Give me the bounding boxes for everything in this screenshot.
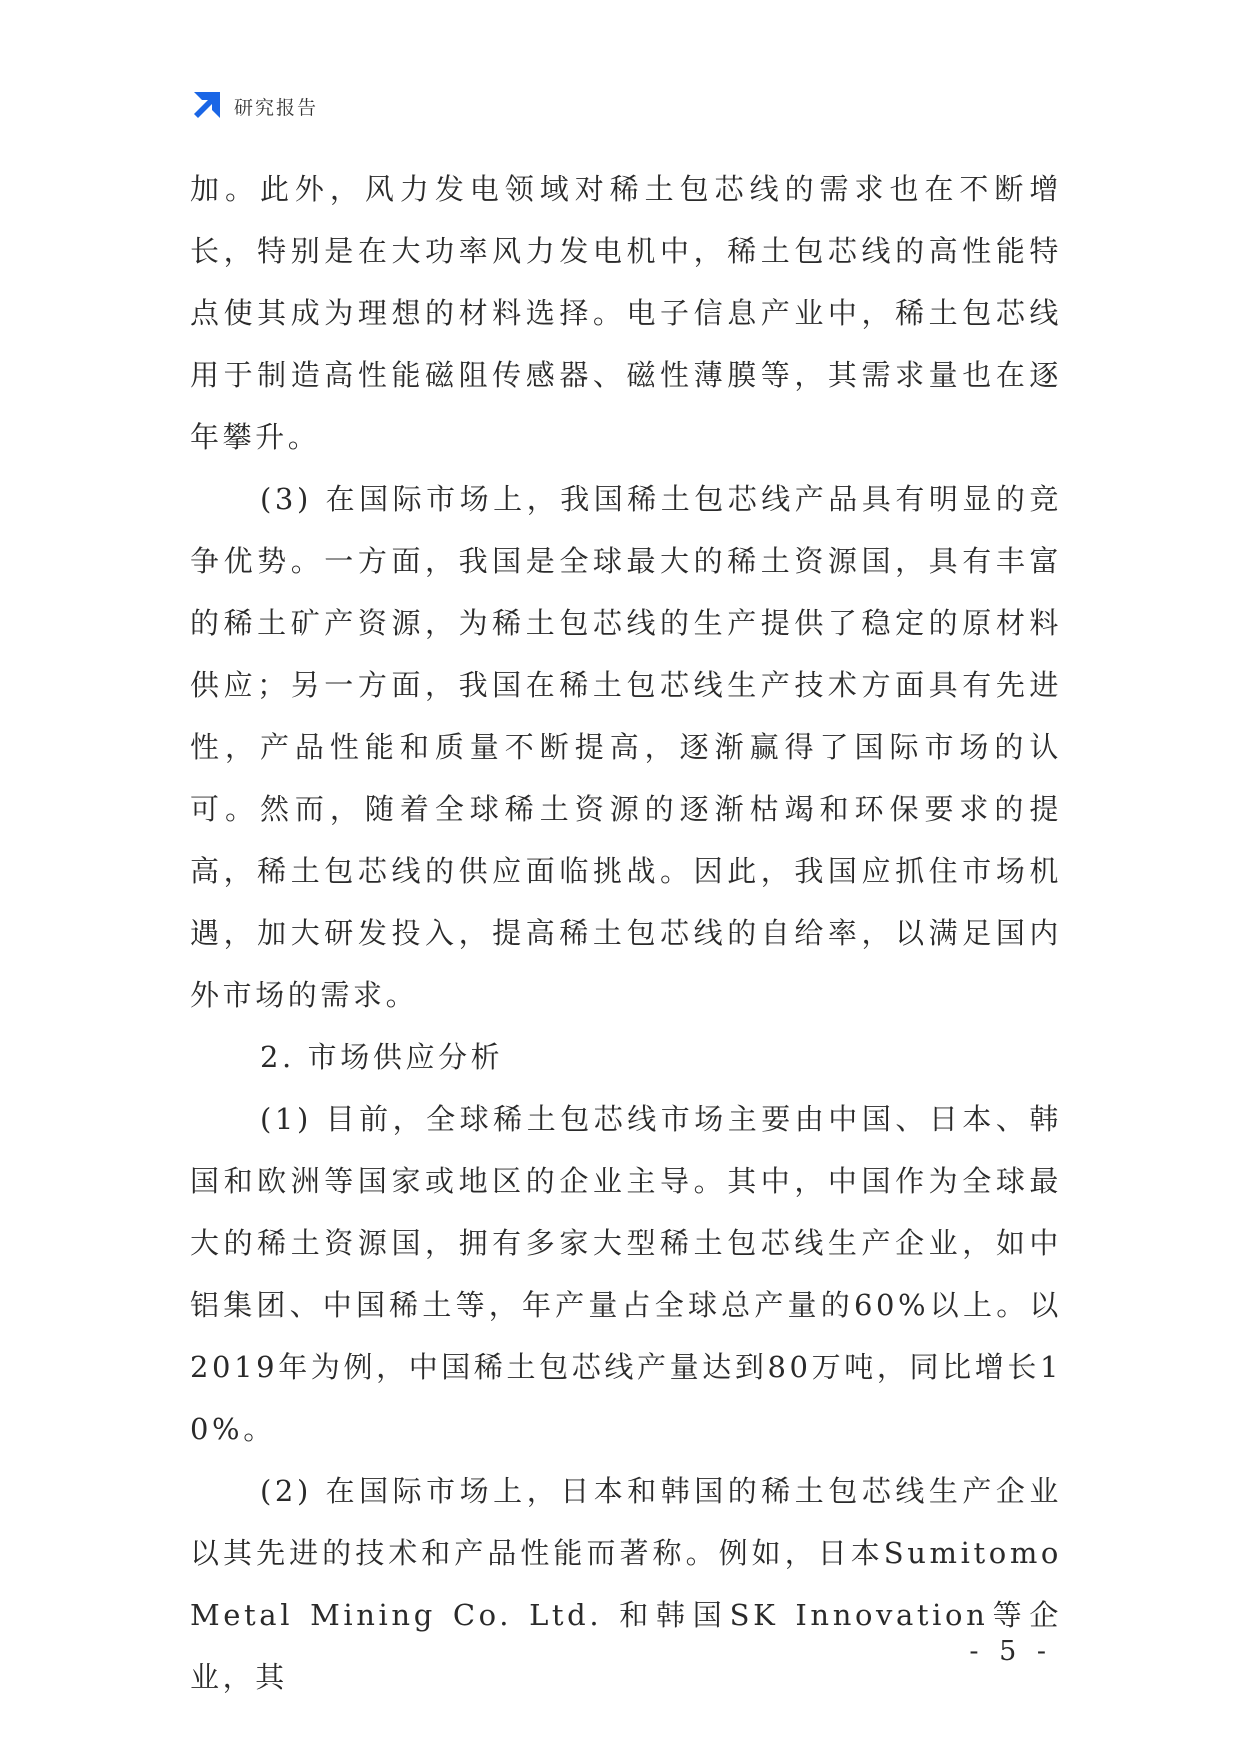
paragraph-1: (1) 目前，全球稀土包芯线市场主要由中国、日本、韩国和欧洲等国家或地区的企业主导。其中，中国作为全球最大的稀土资源国，拥有多家大型稀土包芯线生产企业，如中铝集团、中国稀土等，年产量占全球总产量的60%以上。以2019年为例，中国稀土包芯线产量达到80万吨，同比增长10%。 <box>190 1102 1062 1446</box>
header-title: 研究报告 <box>234 96 319 119</box>
paragraph-2: (2) 在国际市场上，日本和韩国的稀土包芯线生产企业以其先进的技术和产品性能而著称。例如，日本Sumitomo Metal Mining Co. Ltd. 和韩国SK Innovation等企业，其 <box>190 1474 1062 1694</box>
paragraph-continuation: 加。此外，风力发电领域对稀土包芯线的需求也在不断增长，特别是在大功率风力发电机中，稀土包芯线的高性能特点使其成为理想的材料选择。电子信息产业中，稀土包芯线用于制造高性能磁阻传感器、磁性薄膜等，其需求量也在逐年攀升。 <box>190 172 1062 454</box>
page-number: - 5 - <box>969 1636 1052 1667</box>
section-heading: 2. 市场供应分析 <box>260 1040 504 1074</box>
report-header <box>190 88 318 124</box>
arrow-up-right-icon <box>190 90 222 122</box>
paragraph-3: (3) 在国际市场上，我国稀土包芯线产品具有明显的竞争优势。一方面，我国是全球最大的稀土资源国，具有丰富的稀土矿产资源，为稀土包芯线的生产提供了稳定的原材料供应；另一方面，我国在稀土包芯线生产技术方面具有先进性，产品性能和质量不断提高，逐渐赢得了国际市场的认可。然而，随着全球稀土资源的逐渐枯竭和环保要求的提高，稀土包芯线的供应面临挑战。因此，我国应抓住市场机遇，加大研发投入，提高稀土包芯线的自给率，以满足国内外市场的需求。 <box>190 482 1062 1012</box>
document-body <box>190 158 1062 1708</box>
